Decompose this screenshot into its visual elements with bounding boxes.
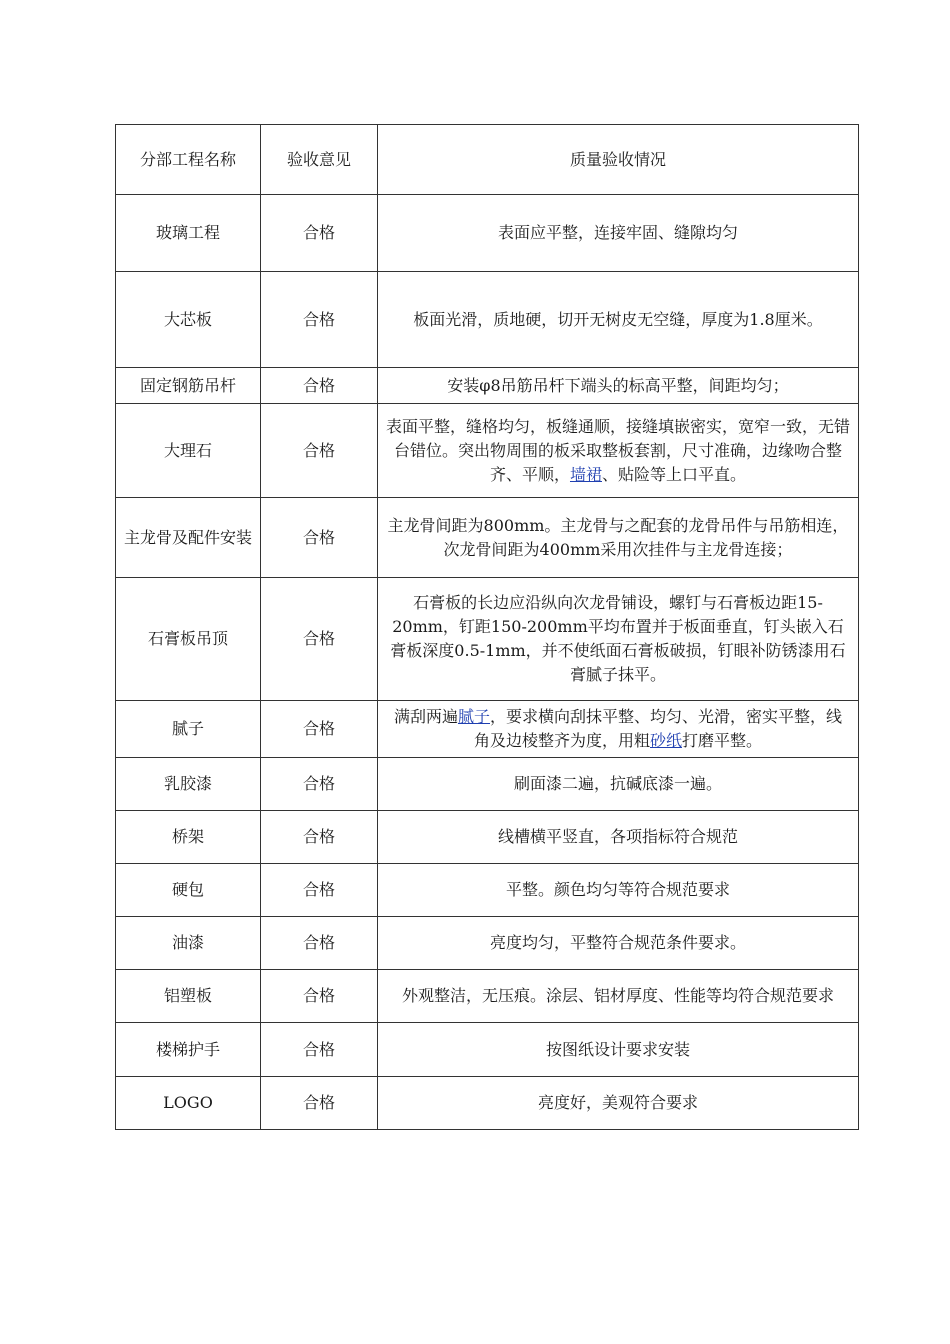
row-name: 固定钢筋吊杆 [116, 368, 261, 404]
row-name: 油漆 [116, 917, 261, 970]
row-name: 楼梯护手 [116, 1023, 261, 1077]
row-name: 主龙骨及配件安装 [116, 498, 261, 578]
table-row [116, 1023, 859, 1077]
desc-text: 满刮两遍 [393, 707, 458, 726]
header-opinion: 验收意见 [261, 125, 378, 195]
desc-text: 表面平整，缝格均匀，板缝通顺，接缝填嵌密实，宽窄一致，无错台错位。突出物周围的板采取整板套割，尺寸准确，边缘吻合整齐、平顺， [386, 416, 851, 484]
table-row [116, 701, 859, 758]
header-row [116, 125, 859, 195]
row-desc: 安装φ8吊筋吊杆下端头的标高平整，间距均匀； [378, 368, 859, 404]
header-quality: 质量验收情况 [378, 125, 859, 195]
row-desc: 按图纸设计要求安装 [378, 1023, 859, 1077]
row-opinion: 合格 [261, 404, 378, 498]
table-row [116, 864, 859, 917]
table-row [116, 917, 859, 970]
row-opinion: 合格 [261, 1023, 378, 1077]
table-row [116, 272, 859, 368]
row-name: 硬包 [116, 864, 261, 917]
row-name: 玻璃工程 [116, 195, 261, 272]
row-desc: 板面光滑，质地硬，切开无树皮无空缝，厚度为1.8厘米。 [378, 272, 859, 368]
table-row [116, 758, 859, 811]
link-putty[interactable]: 腻子 [457, 707, 490, 726]
row-opinion: 合格 [261, 864, 378, 917]
row-desc: 亮度好，美观符合要求 [378, 1077, 859, 1130]
acceptance-table [115, 124, 859, 1130]
row-desc: 亮度均匀，平整符合规范条件要求。 [378, 917, 859, 970]
row-name: 大芯板 [116, 272, 261, 368]
table-row [116, 578, 859, 701]
row-opinion: 合格 [261, 272, 378, 368]
row-desc: 主龙骨间距为800mm。主龙骨与之配套的龙骨吊件与吊筋相连，次龙骨间距为400mm采用次挂件与主龙骨连接； [378, 498, 859, 578]
row-opinion: 合格 [261, 195, 378, 272]
row-desc: 外观整洁，无压痕。涂层、铝材厚度、性能等均符合规范要求 [378, 970, 859, 1023]
header-name: 分部工程名称 [116, 125, 261, 195]
row-name: LOGO [116, 1077, 261, 1130]
row-desc: 表面应平整，连接牢固、缝隙均匀 [378, 195, 859, 272]
desc-text: 、贴险等上口平直。 [602, 464, 747, 484]
row-opinion: 合格 [261, 578, 378, 701]
table-row [116, 970, 859, 1023]
row-desc: 石膏板的长边应沿纵向次龙骨铺设，螺钉与石膏板边距15-20mm，钉距150-200mm平均布置并于板面垂直，钉头嵌入石膏板深度0.5-1mm，并不使纸面石膏板破损，钉眼补防锈漆用石膏腻子抹平。 [378, 578, 859, 701]
table-row [116, 404, 859, 498]
row-desc: 刷面漆二遍，抗碱底漆一遍。 [378, 758, 859, 811]
row-desc [378, 404, 859, 498]
row-desc: 平整。颜色均匀等符合规范要求 [378, 864, 859, 917]
link-wainscot[interactable]: 墙裙 [569, 464, 602, 484]
row-opinion: 合格 [261, 1077, 378, 1130]
table-row [116, 1077, 859, 1130]
row-name: 铝塑板 [116, 970, 261, 1023]
row-name: 桥架 [116, 811, 261, 864]
row-opinion: 合格 [261, 701, 378, 758]
row-desc [378, 701, 859, 758]
row-desc: 线槽横平竖直，各项指标符合规范 [378, 811, 859, 864]
row-name: 腻子 [116, 701, 261, 758]
row-name: 大理石 [116, 404, 261, 498]
row-opinion: 合格 [261, 368, 378, 404]
row-opinion: 合格 [261, 917, 378, 970]
table-row [116, 368, 859, 404]
desc-text: ，要求横向刮抹平整、均匀、光滑，密实平整，线角及边棱整齐为度，用粗 [473, 707, 843, 750]
row-opinion: 合格 [261, 970, 378, 1023]
table-row [116, 498, 859, 578]
row-name: 石膏板吊顶 [116, 578, 261, 701]
desc-text: 打磨平整。 [682, 731, 763, 750]
row-opinion: 合格 [261, 811, 378, 864]
table-row [116, 195, 859, 272]
table-row [116, 811, 859, 864]
link-sandpaper[interactable]: 砂纸 [649, 731, 682, 750]
row-name: 乳胶漆 [116, 758, 261, 811]
row-opinion: 合格 [261, 758, 378, 811]
row-opinion: 合格 [261, 498, 378, 578]
